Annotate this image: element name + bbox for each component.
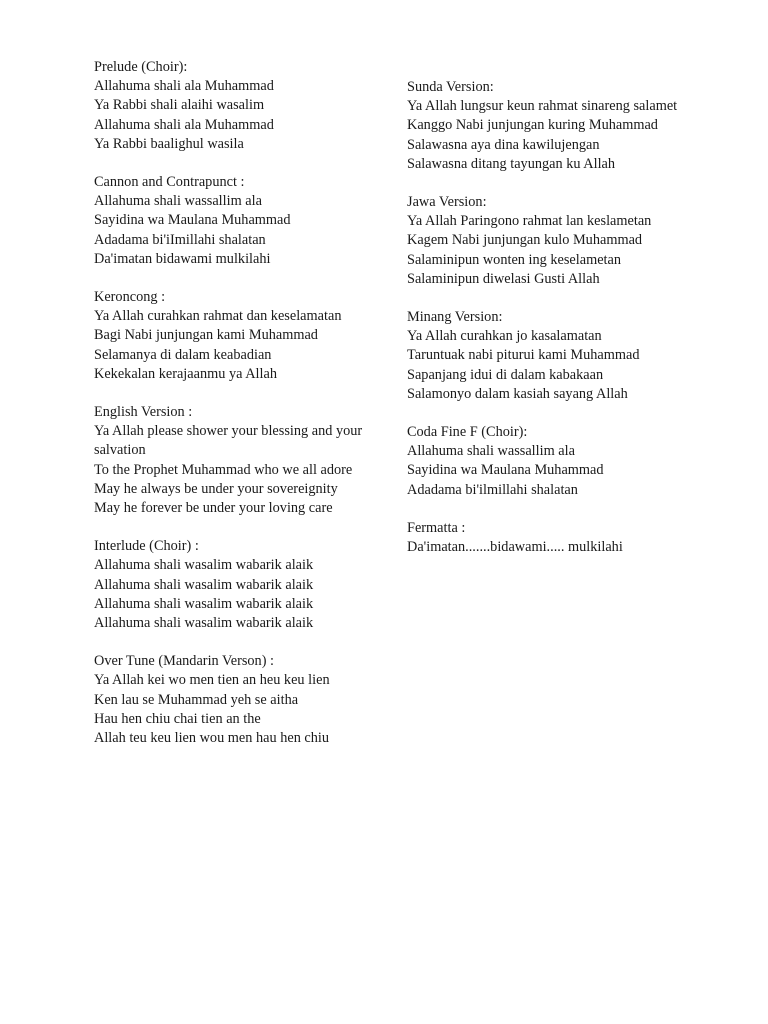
section-heading: Coda Fine F (Choir): [407, 424, 528, 441]
section-english-version [94, 403, 374, 518]
right-column [407, 78, 707, 576]
lyric-line: Allahuma shali wasalim wabarik alaik [94, 576, 314, 593]
left-column [94, 58, 374, 767]
lyric-line: Kanggo Nabi junjungan kuring Muhammad [407, 117, 658, 134]
lyric-line: Ya Allah please shower your blessing and your salvation [94, 423, 363, 459]
section-cannon-and-contrapunct [94, 173, 374, 269]
lyric-line: Salawasna aya dina kawilujengan [407, 136, 600, 153]
lyric-line: Ya Allah lungsur keun rahmat sinareng salamet [407, 98, 678, 115]
lyric-line: Ya Allah Paringono rahmat lan keslametan [407, 213, 652, 230]
lyric-line: Sayidina wa Maulana Muhammad [94, 212, 291, 229]
section-keroncong [94, 288, 374, 384]
lyric-line: Salaminipun diwelasi Gusti Allah [407, 270, 600, 287]
lyric-line: Ya Rabbi baalighul wasila [94, 135, 244, 152]
lyric-line: Allahuma shali wasalim wabarik alaik [94, 615, 314, 632]
lyric-line: Salaminipun wonten ing keselametan [407, 251, 622, 268]
lyric-line: Da'imatan bidawami mulkilahi [94, 250, 271, 267]
lyric-line: Allah teu keu lien wou men hau hen chiu [94, 730, 330, 747]
lyric-line: Ya Allah curahkan rahmat dan keselamatan [94, 308, 342, 325]
lyric-line: Salawasna ditang tayungan ku Allah [407, 155, 616, 172]
section-sunda-version [407, 78, 707, 174]
section-heading: Fermatta : [407, 519, 466, 536]
section-prelude-choir [94, 58, 374, 154]
section-heading: Keroncong : [94, 289, 166, 306]
lyric-line: Hau hen chiu chai tien an the [94, 710, 261, 727]
lyric-line: Ya Allah kei wo men tien an heu keu lien [94, 672, 330, 689]
section-heading: English Version : [94, 404, 193, 421]
lyric-line: Ya Allah curahkan jo kasalamatan [407, 328, 602, 345]
lyric-line: Sapanjang idui di dalam kabakaan [407, 366, 604, 383]
section-coda-fine-f-choir [407, 423, 707, 500]
lyric-line: Da'imatan.......bidawami..... mulkilahi [407, 539, 623, 556]
section-interlude-choir [94, 537, 374, 633]
lyric-line: Sayidina wa Maulana Muhammad [407, 462, 604, 479]
lyric-line: Adadama bi'iImillahi shalatan [94, 231, 266, 248]
lyric-line: Allahuma shali wassallim ala [94, 193, 262, 210]
lyric-line: Allahuma shali wasalim wabarik alaik [94, 557, 314, 574]
lyric-line: Ken lau se Muhammad yeh se aitha [94, 691, 299, 708]
lyric-line: May he forever be under your loving care [94, 500, 333, 517]
lyric-line: May he always be under your sovereignity [94, 480, 338, 497]
lyric-line: Adadama bi'ilmillahi shalatan [407, 481, 578, 498]
lyric-line: Allahuma shali wasalim wabarik alaik [94, 595, 314, 612]
section-heading: Sunda Version: [407, 79, 494, 95]
lyric-line: Bagi Nabi junjungan kami Muhammad [94, 327, 318, 344]
lyric-line: Kekekalan kerajaanmu ya Allah [94, 365, 277, 382]
lyric-line: Ya Rabbi shali alaihi wasalim [94, 97, 265, 114]
section-jawa-version [407, 193, 707, 289]
section-fermatta [407, 519, 707, 557]
section-heading: Prelude (Choir): [94, 59, 188, 75]
lyric-line: Taruntuak nabi piturui kami Muhammad [407, 347, 640, 364]
lyric-line: Selamanya di dalam keabadian [94, 346, 272, 363]
section-minang-version [407, 308, 707, 404]
lyric-line: Allahuma shali ala Muhammad [94, 116, 274, 133]
lyric-line: Allahuma shali ala Muhammad [94, 78, 274, 95]
section-heading: Interlude (Choir) : [94, 538, 199, 555]
section-heading: Cannon and Contrapunct : [94, 174, 245, 191]
lyric-line: Allahuma shali wassallim ala [407, 443, 575, 460]
section-heading: Jawa Version: [407, 194, 487, 211]
section-heading: Minang Version: [407, 309, 503, 326]
lyric-line: Kagem Nabi junjungan kulo Muhammad [407, 232, 643, 249]
lyric-line: Salamonyo dalam kasiah sayang Allah [407, 385, 628, 402]
lyric-line: To the Prophet Muhammad who we all adore [94, 461, 353, 478]
section-heading: Over Tune (Mandarin Verson) : [94, 653, 275, 670]
section-over-tune-mandarin-verson [94, 652, 374, 748]
